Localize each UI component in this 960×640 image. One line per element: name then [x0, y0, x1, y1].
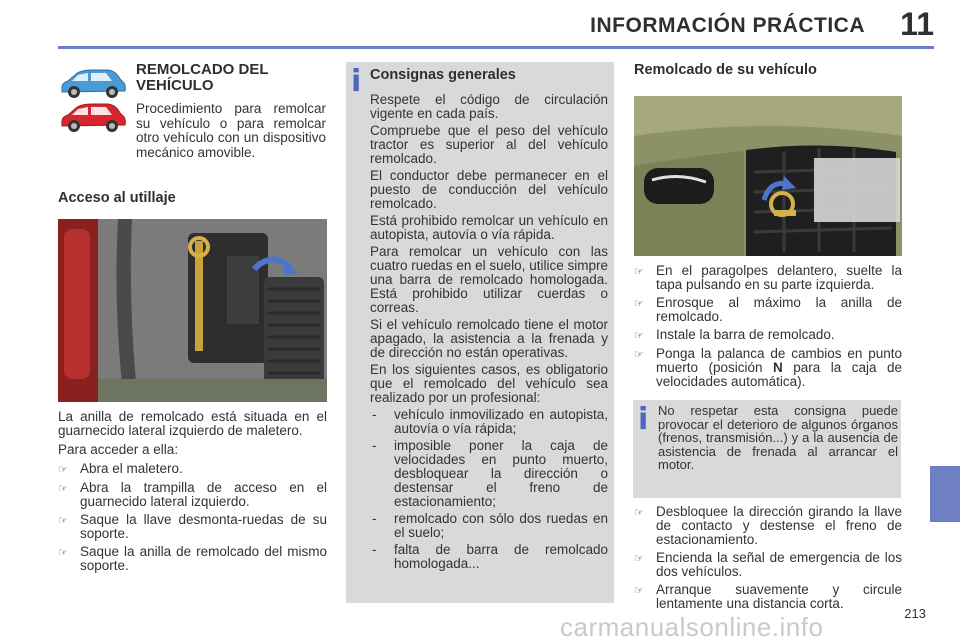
header-rule [58, 46, 934, 49]
pointing-hand-icon: ☞ [634, 553, 644, 565]
chapter-tab [930, 466, 960, 522]
chapter-number: 11 [900, 6, 934, 42]
guideline-paragraph: En los siguientes casos, es obligatorio que el remolcado del vehículo sea realizado por un profesional: [370, 362, 608, 405]
access-lead: Para acceder a ella: [58, 442, 179, 457]
pointing-hand-icon: ☞ [58, 483, 68, 495]
list-item: ☞ En el paragolpes delantero, suelte la tapa pulsando en su parte izquierda. [634, 263, 902, 292]
front-bumper-photo [634, 96, 902, 256]
watermark: carmanualsonline.info [560, 612, 824, 640]
list-item: - remolcado con sólo dos ruedas en el suelo; [372, 511, 608, 540]
guideline-paragraph: El conductor debe permanecer en el puesto de conducción del vehículo remolcado. [370, 168, 608, 211]
pointing-hand-icon: ☞ [58, 547, 68, 559]
page-number: 213 [904, 606, 926, 621]
list-item: ☞ Instale la barra de remolcado. [634, 327, 835, 342]
towing-heading: Remolcado de su vehículo [634, 62, 817, 78]
list-item: - vehículo inmovilizado en autopista, autovía o vía rápida; [372, 407, 608, 436]
list-item: - imposible poner la caja de velocidades en punto muerto, desbloquear la dirección o destensar el freno de estacionamiento; [372, 438, 608, 509]
guidelines-text [370, 93, 608, 574]
pointing-hand-icon: ☞ [634, 585, 644, 597]
towing-steps-b [634, 505, 902, 615]
access-heading: Acceso al utillaje [58, 190, 176, 206]
pointing-hand-icon: ☞ [634, 507, 644, 519]
guideline-paragraph: Si el vehículo remolcado tiene el motor apagado, la asistencia a la frenada y de dirección no están operativas. [370, 317, 608, 360]
section-description: Procedimiento para remolcar su vehículo o para remolcar otro vehículo con un dispositivo mecánico amovible. [136, 101, 326, 160]
list-item: - falta de barra de remolcado homologada... [372, 542, 608, 571]
red-car-icon [58, 100, 128, 136]
pointing-hand-icon: ☞ [634, 349, 644, 361]
guideline-paragraph: Está prohibido remolcar un vehículo en autopista, autovía o vía rápida. [370, 213, 608, 242]
section-title: REMOLCADO DEL VEHÍCULO [136, 61, 269, 94]
pointing-hand-icon: ☞ [58, 515, 68, 527]
access-intro: La anilla de remolcado está situada en el guarnecido lateral izquierdo de maletero. [58, 409, 327, 438]
blue-car-icon [58, 66, 128, 102]
access-instructions [58, 410, 327, 577]
list-item: ☞ Desbloquee la dirección girando la llave de contacto y destense el freno de estacionamiento. [634, 504, 902, 547]
pointing-hand-icon: ☞ [58, 464, 68, 476]
list-item: ☞ Saque la llave desmonta-ruedas de su soporte. [58, 512, 327, 541]
list-item: ☞ Ponga la palanca de cambios en punto muerto (posición N para la caja de velocidades automática). [634, 346, 903, 389]
guideline-paragraph: Respete el código de circulación vigente en cada país. [370, 92, 608, 121]
list-item: ☞ Abra la trampilla de acceso en el guarnecido lateral izquierdo. [58, 480, 327, 509]
pointing-hand-icon: ☞ [634, 266, 644, 278]
info-icon: i [351, 64, 362, 99]
warning-note-text: No respetar esta consigna puede provocar el deterioro de algunos órganos (frenos, transmisión...) y a la ausencia de asistencia de frenada al arrancar el motor. [658, 403, 898, 472]
list-item: ☞ Encienda la señal de emergencia de los dos vehículos. [634, 550, 902, 579]
pointing-hand-icon: ☞ [634, 330, 644, 342]
list-item: ☞ Arranque suavemente y circule lentamente una distancia corta. [634, 582, 902, 611]
guidelines-heading: Consignas generales [370, 67, 516, 83]
list-item: ☞ Enrosque al máximo la anilla de remolcado. [634, 295, 902, 324]
chapter-title: INFORMACIÓN PRÁCTICA [590, 14, 865, 37]
trunk-panel-photo [58, 219, 327, 402]
list-item: ☞ Abra el maletero. [58, 461, 183, 476]
pointing-hand-icon: ☞ [634, 298, 644, 310]
guideline-paragraph: Compruebe que el peso del vehículo tractor es superior al del vehículo remolcado. [370, 123, 608, 166]
info-icon: i [638, 402, 649, 437]
guideline-paragraph: Para remolcar un vehículo con las cuatro ruedas en el suelo, utilice simpre una barra de remolcado homologada. Está prohibido utilizar cuerdas o correas. [370, 244, 608, 315]
towing-steps-a [634, 264, 902, 393]
list-item: ☞ Saque la anilla de remolcado del mismo soporte. [58, 544, 327, 573]
